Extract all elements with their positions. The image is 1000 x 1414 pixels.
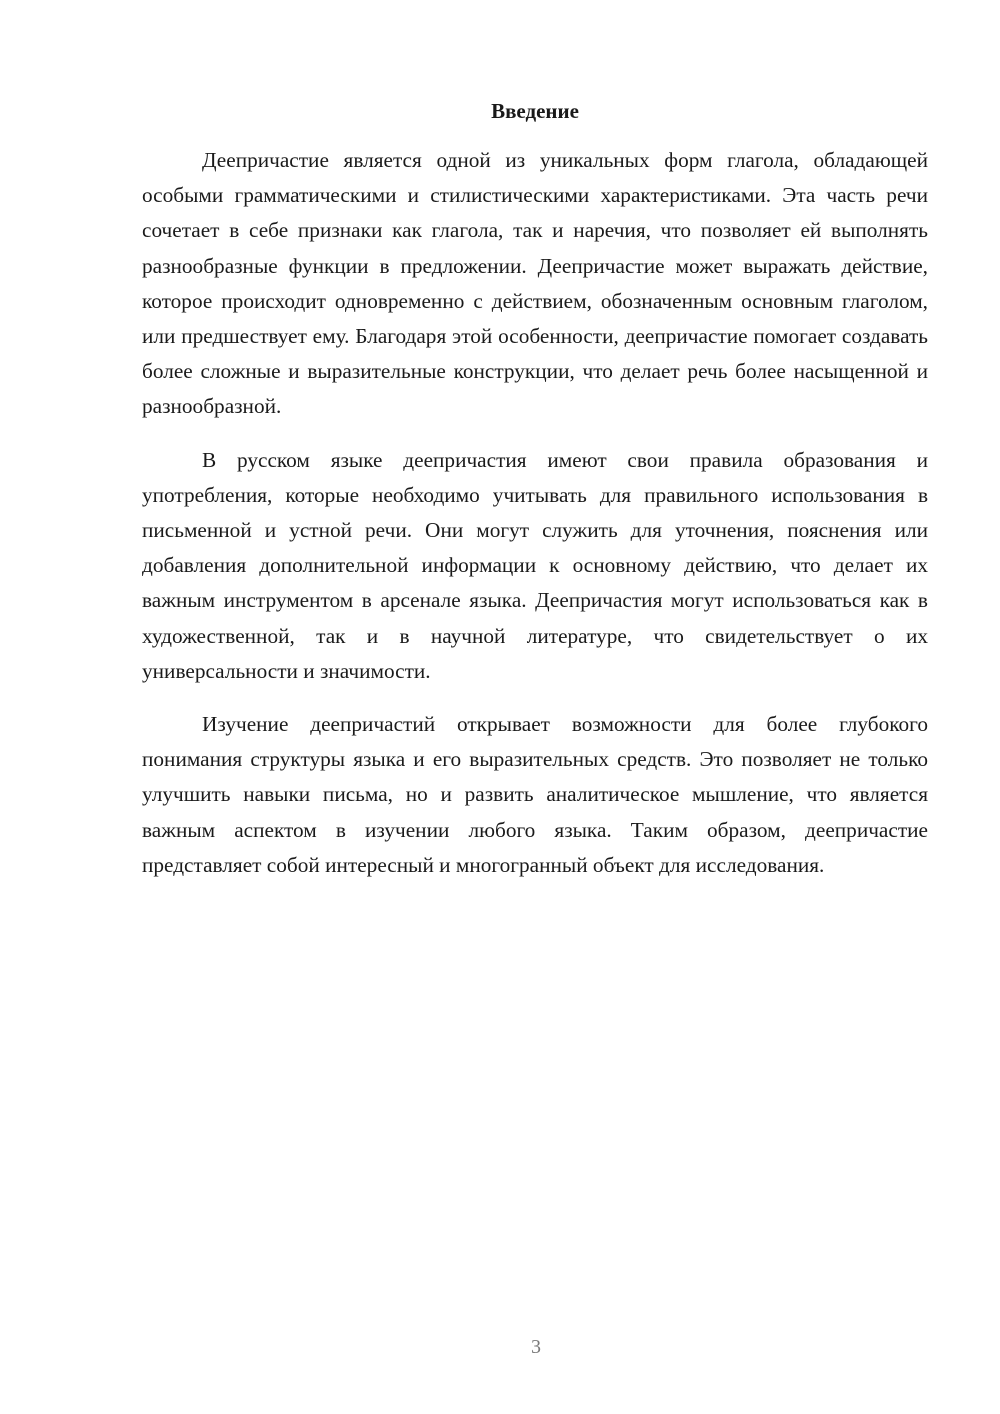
section-heading: Введение [491, 99, 579, 123]
paragraph-3: Изучение деепричастий открывает возможности для более глубокого понимания структуры языка и его выразительных средств. Это позволяет не только улучшить навыки письма, но и развить аналитическое мышление, что является важным аспектом в изучении любого языка. Таким образом, деепричастие представляет собой интересный и многогранный объект для исследования. [142, 712, 928, 877]
body-text [142, 143, 928, 883]
paragraph-1: Деепричастие является одной из уникальных форм глагола, обладающей особыми грамматическими и стилистическими характеристиками. Эта часть речи сочетает в себе признаки как глагола, так и наречия, что позволяет ей выполнять разнообразные функции в предложении. Деепричастие может выражать действие, которое происходит одновременно с действием, обозначенным основным глаголом, или предшествует ему. Благодаря этой особенности, деепричастие помогает создавать более сложные и выразительные конструкции, что делает речь более насыщенной и разнообразной. [142, 148, 928, 419]
paragraph-2: В русском языке деепричастия имеют свои правила образования и употребления, которые необходимо учитывать для правильного использования в письменной и устной речи. Они могут служить для уточнения, пояснения или добавления дополнительной информации к основному действию, что делает их важным инструментом в арсенале языка. Деепричастия могут использоваться как в художественной, так и в научной литературе, что свидетельствует о их универсальности и значимости. [142, 447, 928, 683]
page-number: 3 [531, 1336, 541, 1358]
